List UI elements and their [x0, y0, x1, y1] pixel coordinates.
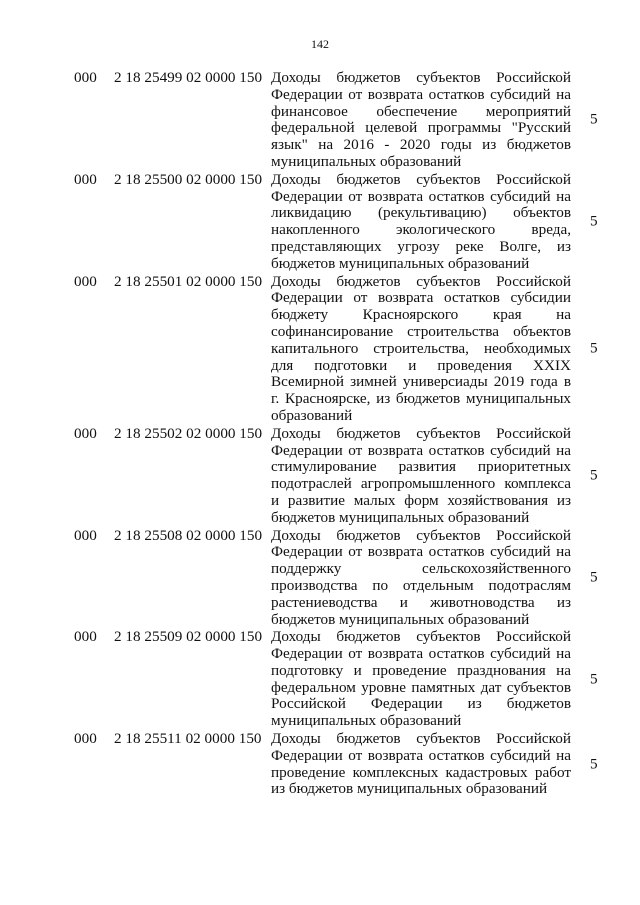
table-row: [0, 629, 640, 730]
norm-value: 5: [590, 339, 598, 357]
norm-value: 5: [590, 110, 598, 128]
budget-classification-code: 2 18 25509 02 0000 150: [114, 628, 263, 646]
table-row: [0, 274, 640, 425]
revenue-description: Доходы бюджетов субъектов Российской Федерации от возврата остатков субсидий на проведение комплексных кадастровых работ из бюджетов муниципальных образований: [271, 730, 571, 798]
owner-code: 000: [74, 272, 97, 290]
revenue-description: Доходы бюджетов субъектов Российской Федерации от возврата остатков субсидий на ликвидацию (рекультивацию) объектов накопленного экологического вреда, представляющих угрозу реке Волге, из бюджетов муниципальных образований: [271, 170, 571, 272]
budget-classification-code: 2 18 25500 02 0000 150: [114, 170, 263, 188]
owner-code: 000: [74, 526, 97, 544]
owner-code: 000: [74, 170, 97, 188]
owner-code: 000: [74, 69, 97, 86]
table-row: [0, 426, 640, 527]
budget-code-table: [0, 70, 640, 798]
norm-value: 5: [590, 755, 598, 773]
revenue-description: Доходы бюджетов субъектов Российской Федерации от возврата остатков субсидии бюджету Красноярского края на софинансирование строительства объектов капитального строительства, необходимых для подготовки и проведения XXIX Всемирной зимней универсиады 2019 года в г. Красноярске, из бюджетов муниципальных образований: [271, 272, 571, 424]
owner-code: 000: [74, 730, 97, 748]
norm-value: 5: [590, 212, 598, 230]
budget-classification-code: 2 18 25508 02 0000 150: [114, 526, 263, 544]
budget-classification-code: 2 18 25511 02 0000 150: [114, 730, 262, 748]
revenue-description: Доходы бюджетов субъектов Российской Федерации от возврата остатков субсидий на финансовое обеспечение мероприятий федеральной целевой программы "Русский язык" на 2016 - 2020 годы из бюджетов муниципальных образований: [271, 69, 571, 170]
revenue-description: Доходы бюджетов субъектов Российской Федерации от возврата остатков субсидий на стимулирование развития приоритетных подотраслей агропромышленного комплекса и развитие малых форм хозяйствования из бюджетов муниципальных образований: [271, 424, 571, 526]
table-row: [0, 70, 640, 171]
table-row: [0, 172, 640, 273]
owner-code: 000: [74, 424, 97, 442]
budget-classification-code: 2 18 25501 02 0000 150: [114, 272, 263, 290]
norm-value: 5: [590, 466, 598, 484]
table-row: [0, 528, 640, 629]
norm-value: 5: [590, 568, 598, 586]
norm-value: 5: [590, 670, 598, 688]
revenue-description: Доходы бюджетов субъектов Российской Федерации от возврата остатков субсидий на подготовку и проведение празднования на федеральном уровне памятных дат субъектов Российской Федерации из бюджетов муниципальных образований: [271, 628, 571, 730]
owner-code: 000: [74, 628, 97, 646]
budget-classification-code: 2 18 25499 02 0000 150: [114, 69, 263, 86]
revenue-description: Доходы бюджетов субъектов Российской Федерации от возврата остатков субсидий на поддержку сельскохозяйственного производства по отдельным подотраслям растениеводства и животноводства из бюджетов муниципальных образований: [271, 526, 571, 628]
page-number: 142: [311, 37, 329, 51]
budget-classification-code: 2 18 25502 02 0000 150: [114, 424, 263, 442]
table-row: [0, 731, 640, 798]
